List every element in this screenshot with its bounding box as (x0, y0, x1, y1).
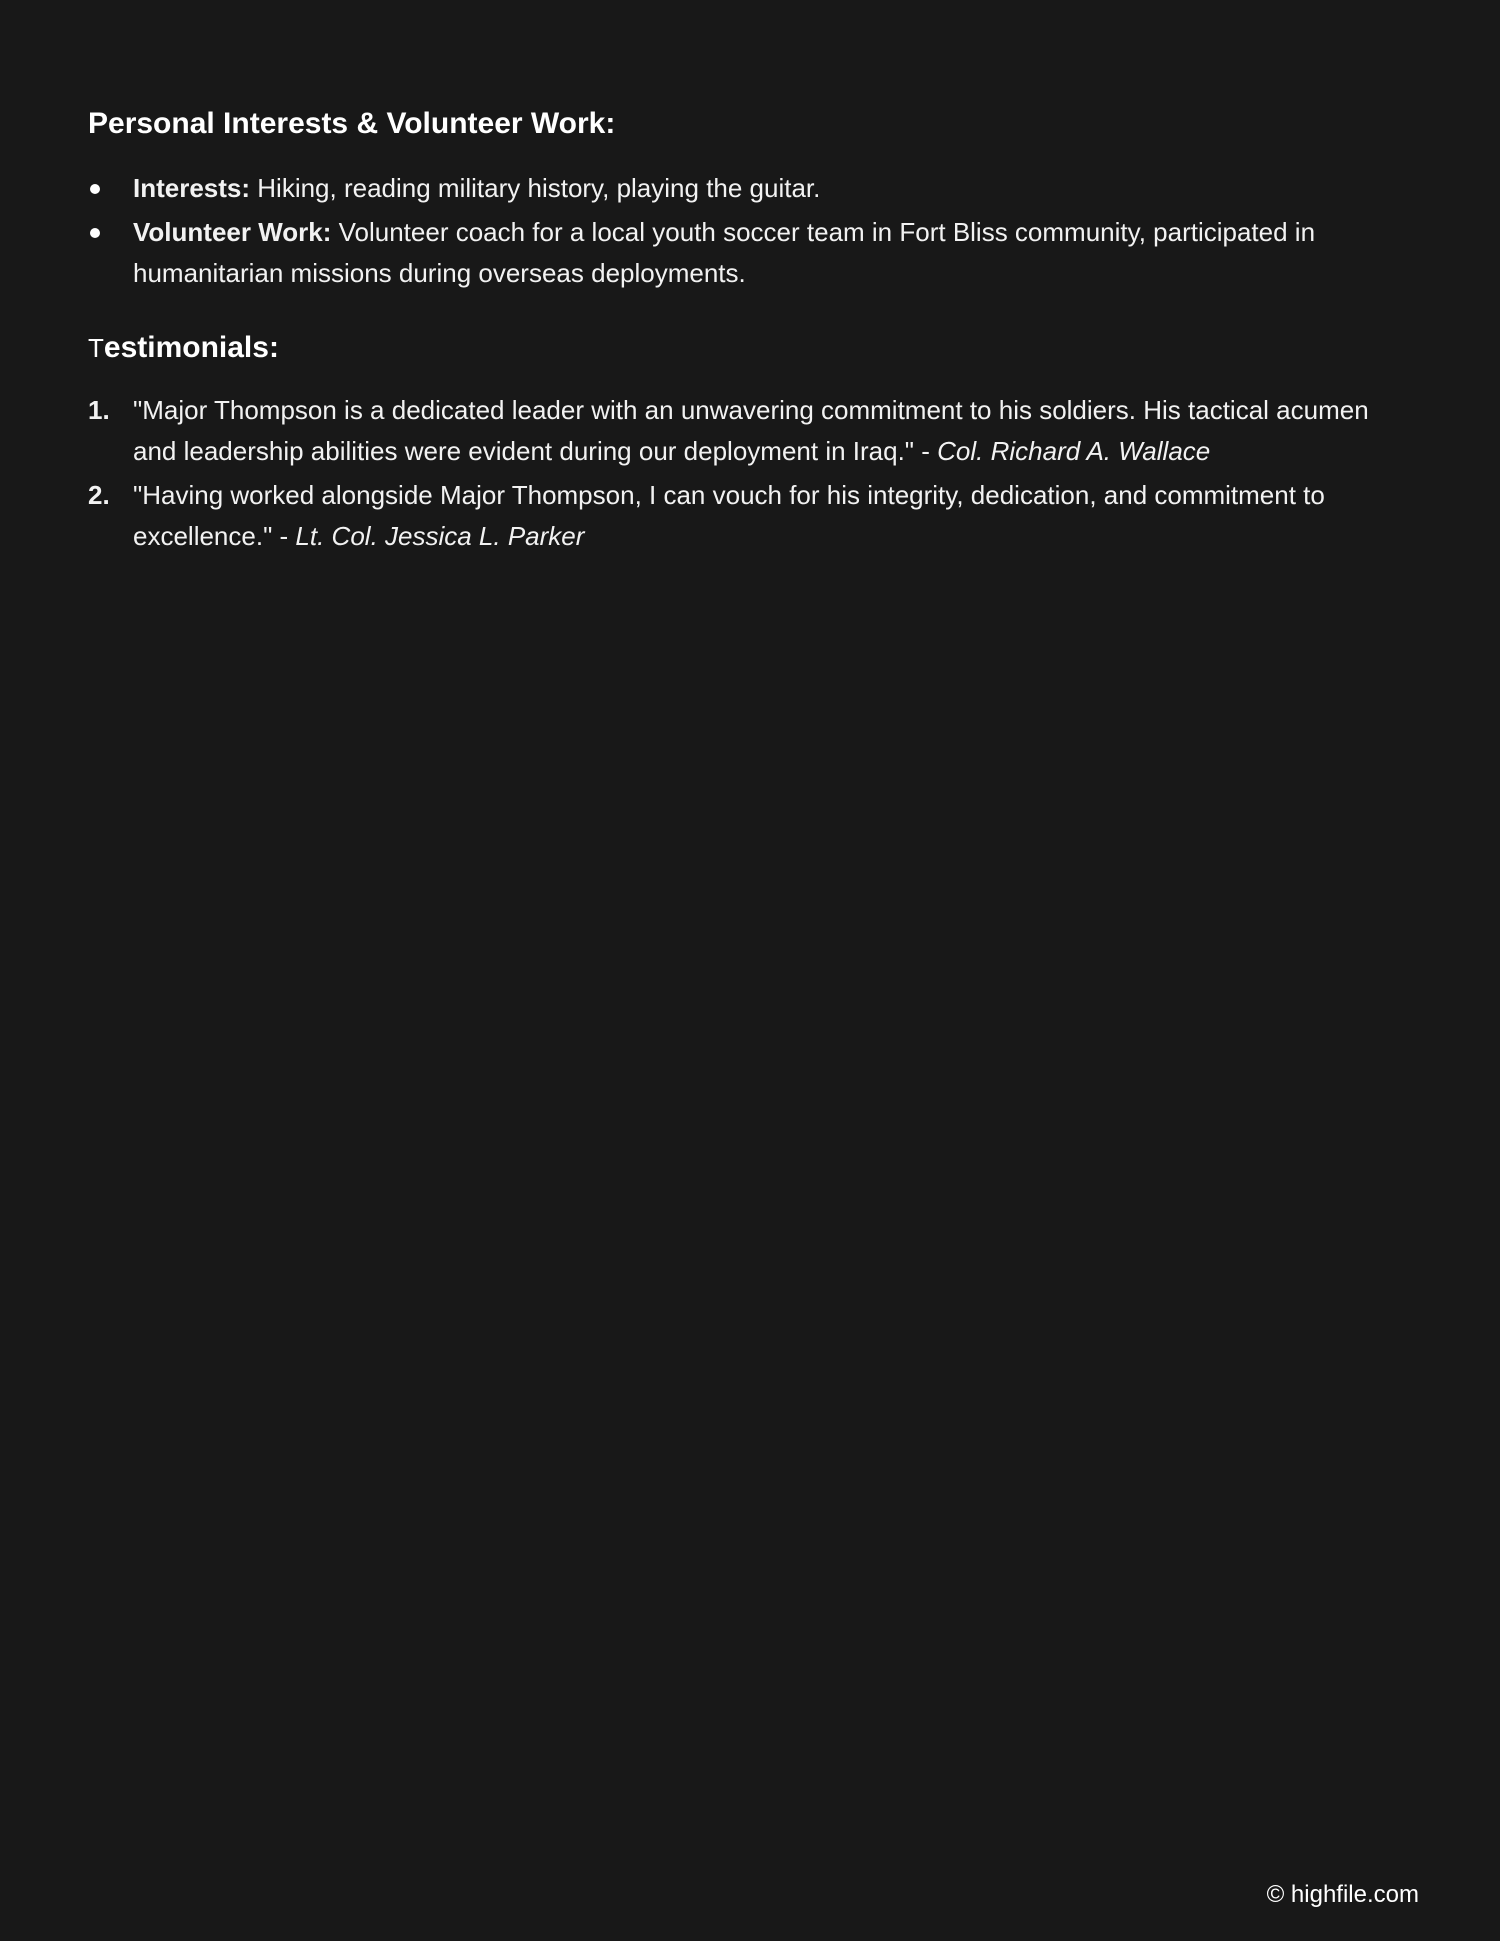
testimonials-heading (88, 330, 279, 366)
item-label: Interests: (133, 173, 251, 203)
testimonial-quote: "Major Thompson is a dedicated leader with an unwavering commitment to his soldiers. His tactical acumen and leadership abilities were evident during our deployment in Iraq." - (133, 395, 1369, 466)
item-label: Volunteer Work: (133, 217, 332, 247)
interests-list (88, 168, 1418, 297)
bullet-icon (90, 184, 100, 194)
testimonial-author: Lt. Col. Jessica L. Parker (295, 521, 585, 551)
item-text: Volunteer coach for a local youth soccer team in Fort Bliss community, participated in humanitarian missions during overseas deployments. (133, 217, 1316, 288)
footer-copyright: © highfile.com (1266, 1881, 1419, 1908)
testimonial-quote: "Having worked alongside Major Thompson, I can vouch for his integrity, dedication, and commitment to excellence." - (133, 480, 1325, 551)
testimonial-item (88, 390, 1418, 472)
testimonial-item (88, 475, 1418, 557)
item-number: 2. (88, 480, 110, 510)
interests-heading: Personal Interests & Volunteer Work: (88, 107, 616, 140)
bullet-icon (90, 228, 100, 238)
list-item-volunteer-work (88, 212, 1418, 294)
heading-first-letter: T (88, 333, 104, 363)
testimonial-author: Col. Richard A. Wallace (937, 436, 1211, 466)
heading-rest: estimonials: (103, 331, 279, 364)
testimonials-list (88, 390, 1418, 560)
item-number: 1. (88, 395, 110, 425)
list-item-interests (88, 168, 1418, 209)
item-text: Hiking, reading military history, playing the guitar. (250, 173, 821, 203)
